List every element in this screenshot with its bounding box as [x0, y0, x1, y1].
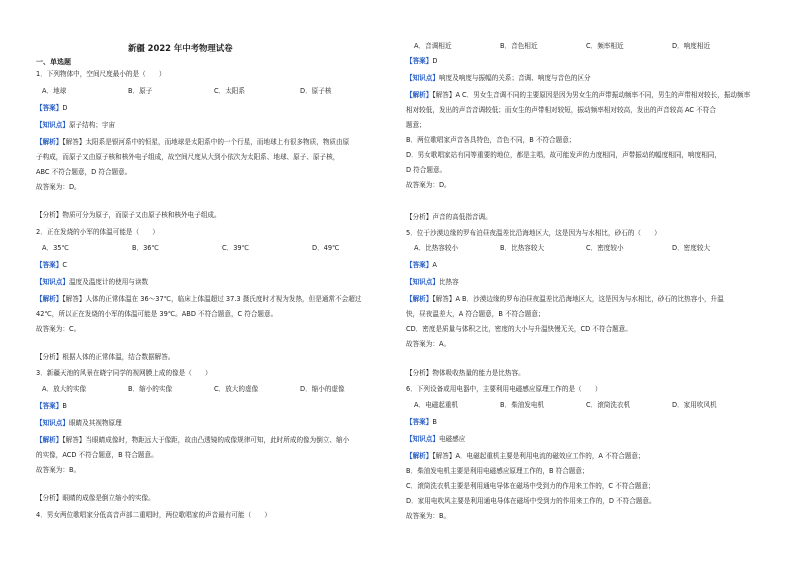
question-4-analysis-7: 故答案为：D。 — [406, 181, 451, 189]
question-4-analysis-1: 【解析】【解答】A C．男女生音调不同的主要原因是因为男女生的声带振动频率不同，男生的声带相对较长，振动频率 — [406, 91, 751, 99]
option-b: B．36℃ — [132, 244, 159, 252]
option-d: D．原子核 — [300, 87, 332, 95]
option-b: B．缩小的实像 — [128, 385, 173, 393]
question-5-answer: 【答案】A — [406, 261, 437, 269]
option-c: C．39℃ — [222, 244, 249, 252]
option-c: C．太阳系 — [214, 87, 245, 95]
question-6-analysis-3: C．滚筒洗衣机主要是利用通电导体在磁场中受到力的作用来工作的，C 不符合题意； — [406, 482, 655, 490]
question-6-analysis-5: 故答案为：B。 — [406, 512, 451, 520]
option-a: A．电磁起重机 — [414, 401, 459, 409]
question-4-analysis-2: 相对较低，发出的声音音调较低；而女生的声带相对较短，振动频率相对较高，发出的声音较高 AC 不符合 — [406, 106, 716, 114]
question-4-analysis-5: D．男女歌唱家站有同等重要的地位，都是主唱，故可能发声的力度相同，声带振动的幅度相同，响度相同， — [406, 151, 721, 159]
question-1-analysis-3: ABC 不符合题意，D 符合题意。 — [36, 168, 132, 176]
option-c: C．放大的虚像 — [214, 385, 259, 393]
section-heading: 一、单选题 — [36, 58, 71, 66]
question-5-fenxi: 【分析】物体吸收热量的能力是比热容。 — [406, 369, 525, 377]
question-3-stem: 3．新疆天池的风景在晓宁同学的视网膜上成的像是（ ） — [36, 369, 212, 377]
question-1-stem: 1．下列物体中，空间尺度最小的是（ ） — [36, 70, 166, 78]
question-4-options — [414, 42, 774, 51]
question-3-options — [42, 385, 402, 394]
question-5-analysis-2: 快，昼夜温差大，A 符合题意，B 不符合题意； — [406, 310, 545, 318]
question-1-analysis-2: 子构成，而原子又由原子核和核外电子组成，故空间尺度从大到小依次为太阳系、地球、原子、原子核， — [36, 153, 340, 161]
option-d: D．密度较大 — [672, 244, 711, 252]
question-1-fenxi: 【分析】物质可分为原子，而原子又由原子核和核外电子组成。 — [36, 211, 221, 219]
question-3-fenxi: 【分析】眼睛的成像是倒立缩小的实像。 — [36, 494, 155, 502]
option-d: D．家用吹风机 — [672, 401, 717, 409]
page-title: 新疆 2022 年中考物理试卷 — [128, 43, 233, 53]
question-5-stem: 5．位于沙漠边缘的罗布泊昼夜温差比沿海地区大，这是因为与水相比，砂石的（ ） — [406, 229, 661, 237]
question-3-analysis-1: 【解析】【解答】当眼睛成像时，物距远大于像距，故由凸透镜的成像规律可知，此时所成的像为倒立、缩小 — [36, 436, 350, 444]
question-4-point: 【知识点】响度及响度与振幅的关系；音调、响度与音色的区分 — [406, 74, 591, 82]
question-4-answer: 【答案】D — [406, 57, 438, 65]
question-1-point: 【知识点】原子结构；宇宙 — [36, 121, 116, 129]
question-3-analysis-2: 的实像，ACD 不符合题意，B 符合题意。 — [36, 451, 158, 459]
question-6-analysis-2: B．柴油发电机主要是利用电磁感应原理工作的，B 符合题意； — [406, 467, 589, 475]
question-1-analysis-4: 故答案为：D。 — [36, 183, 81, 191]
option-d: D．缩小的虚像 — [300, 385, 345, 393]
question-5-point: 【知识点】比热容 — [406, 278, 459, 286]
question-6-analysis-4: D．家用电吹风主要是利用通电导体在磁场中受到力的作用来工作的，D 不符合题意。 — [406, 497, 656, 505]
question-6-options — [414, 401, 774, 410]
question-6-stem: 6．下列设备或用电器中，主要利用电磁感应原理工作的是（ ） — [406, 385, 602, 393]
option-c: C．频率相近 — [586, 42, 624, 50]
question-5-analysis-1: 【解析】【解答】A B．沙漠边缘的罗布泊昼夜温差比沿海地区大，这是因为与水相比，砂石的比热容小，升温 — [406, 295, 724, 303]
option-a: A．地球 — [42, 87, 67, 95]
question-2-stem: 2．正在发烧的小军的体温可能是（ ） — [36, 228, 159, 236]
question-2-fenxi: 【分析】根据人体的正常体温，结合数据解答。 — [36, 353, 175, 361]
option-a: A．比热容较小 — [414, 244, 459, 252]
question-6-answer: 【答案】B — [406, 418, 437, 426]
option-a: A．音调相近 — [414, 42, 452, 50]
option-b: B．比热容较大 — [500, 244, 545, 252]
question-6-point: 【知识点】电磁感应 — [406, 435, 466, 443]
option-d: D．49℃ — [312, 244, 340, 252]
question-4-analysis-4: B．两位歌唱家声音各具特色，音色不同，B 不符合题意； — [406, 136, 576, 144]
option-b: B．柴油发电机 — [500, 401, 545, 409]
option-c: C．密度较小 — [586, 244, 624, 252]
question-3-point: 【知识点】眼睛及其视物原理 — [36, 419, 122, 427]
question-6-analysis-1: 【解析】【解答】A．电磁起重机主要是利用电流的磁效应工作的，A 不符合题意； — [406, 452, 645, 460]
option-a: A．放大的实像 — [42, 385, 87, 393]
question-4-stem: 4．男女两位歌唱家分低高音声部二重唱时，两位歌唱家的声音最有可能（ ） — [36, 511, 271, 519]
question-2-analysis-1: 【解析】【解答】人体的正常体温在 36～37℃，临床上体温超过 37.3 摄氏度时才视为发热，但是通常不会超过 — [36, 295, 362, 303]
question-5-analysis-4: 故答案为：A。 — [406, 340, 451, 348]
question-2-analysis-3: 故答案为：C。 — [36, 325, 81, 333]
question-1-options — [42, 87, 402, 96]
question-5-options — [414, 244, 774, 253]
option-c: C．滚筒洗衣机 — [586, 401, 631, 409]
option-b: B．原子 — [128, 87, 153, 95]
question-3-analysis-3: 故答案为：B。 — [36, 466, 81, 474]
question-2-point: 【知识点】温度及温度计的使用与读数 — [36, 278, 149, 286]
question-5-analysis-3: CD．密度是质量与体积之比，密度的大小与升温快慢无关，CD 不符合题意。 — [406, 325, 632, 333]
option-d: D．响度相近 — [672, 42, 711, 50]
question-2-options — [42, 244, 402, 253]
question-2-analysis-2: 42℃，所以正在发烧的小军的体温可能是 39℃。ABD 不符合题意，C 符合题意。 — [36, 310, 278, 318]
option-a: A．35℃ — [42, 244, 69, 252]
question-4-analysis-6: D 符合题意。 — [406, 166, 447, 174]
question-4-fenxi: 【分析】声音的高低指音调。 — [406, 213, 492, 221]
question-1-analysis-1: 【解析】【解答】太阳系是银河系中的恒星，而地球是太阳系中的一个行星，而地球上有很多物质，物质由原 — [36, 138, 350, 146]
question-1-answer: 【答案】D — [36, 104, 68, 112]
question-2-answer: 【答案】C — [36, 261, 67, 269]
question-3-answer: 【答案】B — [36, 402, 67, 410]
question-4-analysis-3: 题意； — [406, 121, 426, 129]
option-b: B．音色相近 — [500, 42, 538, 50]
